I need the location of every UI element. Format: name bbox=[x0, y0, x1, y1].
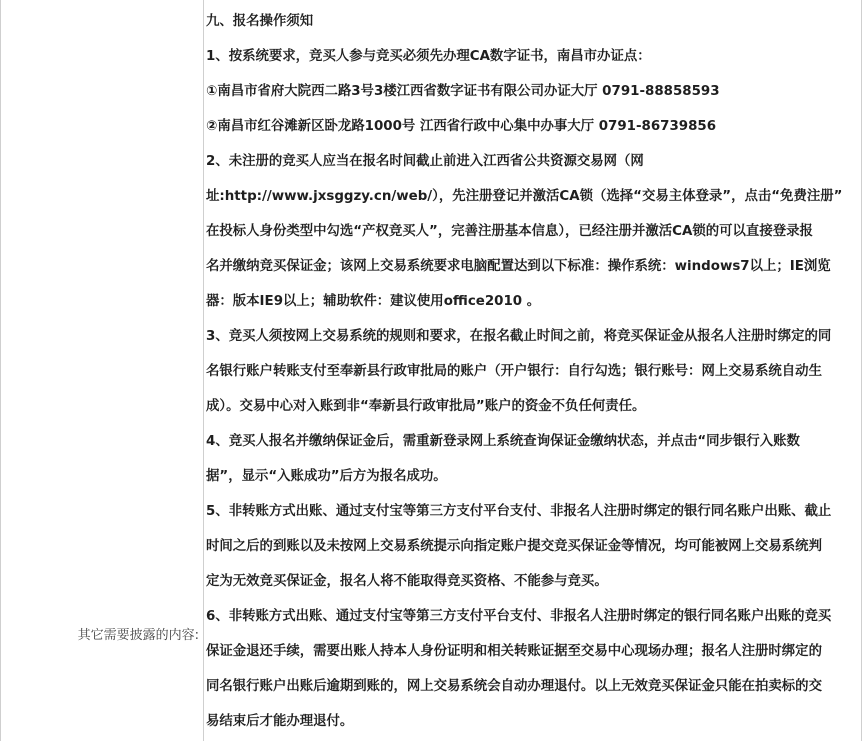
paragraph-line: 易结束后才能办理退付。 bbox=[206, 714, 354, 729]
paragraph-line: 2、未注册的竞买人应当在报名时间截止前进入江西省公共资源交易网（网 bbox=[206, 154, 644, 169]
paragraph-line: 在投标人身份类型中勾选“产权竞买人”，完善注册基本信息），已经注册并激活CA锁的可以直接登录报 bbox=[206, 224, 813, 239]
section-heading: 九、报名操作须知 bbox=[206, 14, 314, 29]
paragraph-line: 同名银行账户出账后逾期到账的，网上交易系统会自动办理退付。以上无效竞买保证金只能在拍卖标的交 bbox=[206, 679, 822, 694]
paragraph-line: 6、非转账方式出账、通过支付宝等第三方支付平台支付、非报名人注册时绑定的银行同名账户出账的竞买 bbox=[206, 609, 832, 624]
paragraph-line: 时间之后的到账以及未按网上交易系统提示向指定账户提交竞买保证金等情况，均可能被网上交易系统判 bbox=[206, 539, 822, 554]
paragraph-line: 址:http://www.jxsggzy.cn/web/），先注册登记并激活CA锁（选择“交易主体登录”，点击“免费注册” bbox=[206, 189, 843, 204]
paragraph-line: 3、竞买人须按网上交易系统的规则和要求，在报名截止时间之前，将竞买保证金从报名人注册时绑定的同 bbox=[206, 329, 832, 344]
paragraph-line: ①南昌市省府大院西二路3号3楼江西省数字证书有限公司办证大厅 0791-88858593 bbox=[206, 84, 720, 99]
paragraph-line: 名银行账户转账支付至奉新县行政审批局的账户（开户银行：自行勾选；银行账号：网上交易系统自动生 bbox=[206, 364, 822, 379]
content-cell bbox=[205, 0, 861, 741]
paragraph-line: 5、非转账方式出账、通过支付宝等第三方支付平台支付、非报名人注册时绑定的银行同名账户出账、截止 bbox=[206, 504, 832, 519]
paragraph-line: 定为无效竞买保证金，报名人将不能取得竞买资格、不能参与竞买。 bbox=[206, 574, 608, 589]
label-cell bbox=[1, 0, 204, 741]
paragraph-line: 名并缴纳竞买保证金；该网上交易系统要求电脑配置达到以下标准：操作系统：windows7以上；IE浏览 bbox=[206, 259, 831, 274]
other-disclosure-label: 其它需要披露的内容: bbox=[77, 628, 199, 643]
paragraph-line: 器：版本IE9以上；辅助软件：建议使用office2010 。 bbox=[206, 294, 541, 309]
paragraph-line: 成）。交易中心对入账到非“奉新县行政审批局”账户的资金不负任何责任。 bbox=[206, 399, 646, 414]
paragraph-line: 保证金退还手续，需要出账人持本人身份证明和相关转账证据至交易中心现场办理；报名人注册时绑定的 bbox=[206, 644, 822, 659]
paragraph-line: 据”，显示“入账成功”后方为报名成功。 bbox=[206, 469, 447, 484]
paragraph-line: 1、按系统要求，竞买人参与竞买必须先办理CA数字证书，南昌市办证点： bbox=[206, 49, 651, 64]
paragraph-line: ②南昌市红谷滩新区卧龙路1000号 江西省行政中心集中办事大厅 0791-86739856 bbox=[206, 119, 717, 134]
paragraph-line: 4、竞买人报名并缴纳保证金后，需重新登录网上系统查询保证金缴纳状态，并点击“同步银行入账数 bbox=[206, 434, 800, 449]
